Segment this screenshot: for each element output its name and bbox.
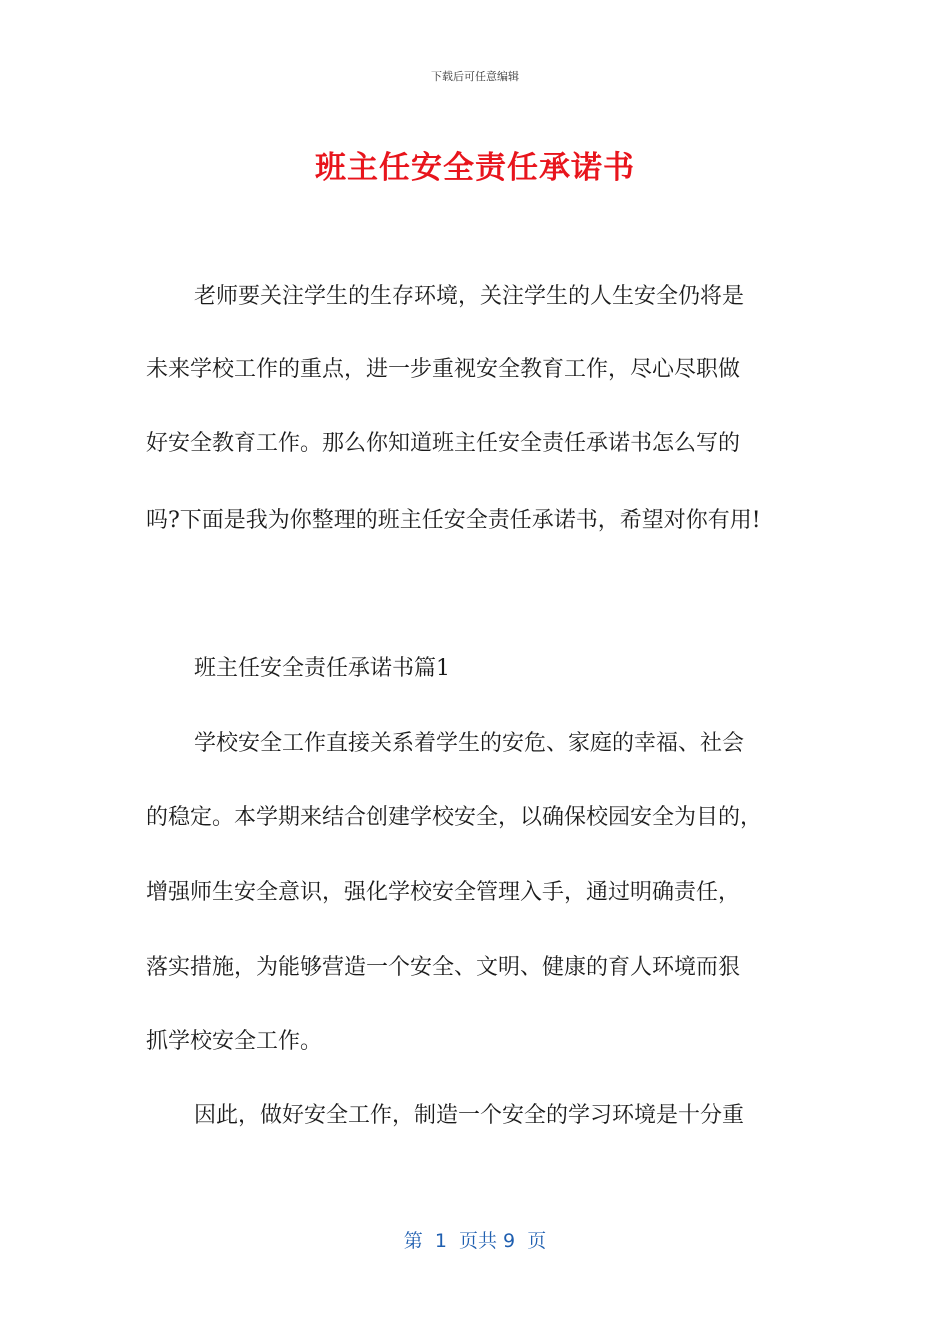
section-heading: 班主任安全责任承诺书篇1	[194, 656, 450, 681]
paragraph-line: 抓学校安全工作。	[146, 1029, 323, 1054]
intro-line: 老师要关注学生的生存环境，关注学生的人生安全仍将是	[194, 284, 745, 309]
page-number-footer: 第 1 页共 9 页	[403, 1230, 547, 1252]
paragraph-line: 落实措施，为能够营造一个安全、文明、健康的育人环境而狠	[146, 955, 741, 980]
paragraph-line: 学校安全工作直接关系着学生的安危、家庭的幸福、社会	[194, 731, 745, 756]
document-title: 班主任安全责任承诺书	[315, 150, 635, 186]
intro-line: 未来学校工作的重点，进一步重视安全教育工作，尽心尽职做	[146, 357, 741, 382]
header-note: 下载后可任意编辑	[431, 70, 519, 83]
paragraph-line: 的稳定。本学期来结合创建学校安全，以确保校园安全为目的，	[146, 805, 763, 830]
intro-line: 好安全教育工作。那么你知道班主任安全责任承诺书怎么写的	[146, 431, 741, 456]
paragraph-line: 增强师生安全意识，强化学校安全管理入手，通过明确责任，	[146, 880, 741, 905]
paragraph-line: 因此，做好安全工作，制造一个安全的学习环境是十分重	[194, 1103, 745, 1128]
intro-line: 吗?下面是我为你整理的班主任安全责任承诺书，希望对你有用!	[146, 508, 761, 533]
